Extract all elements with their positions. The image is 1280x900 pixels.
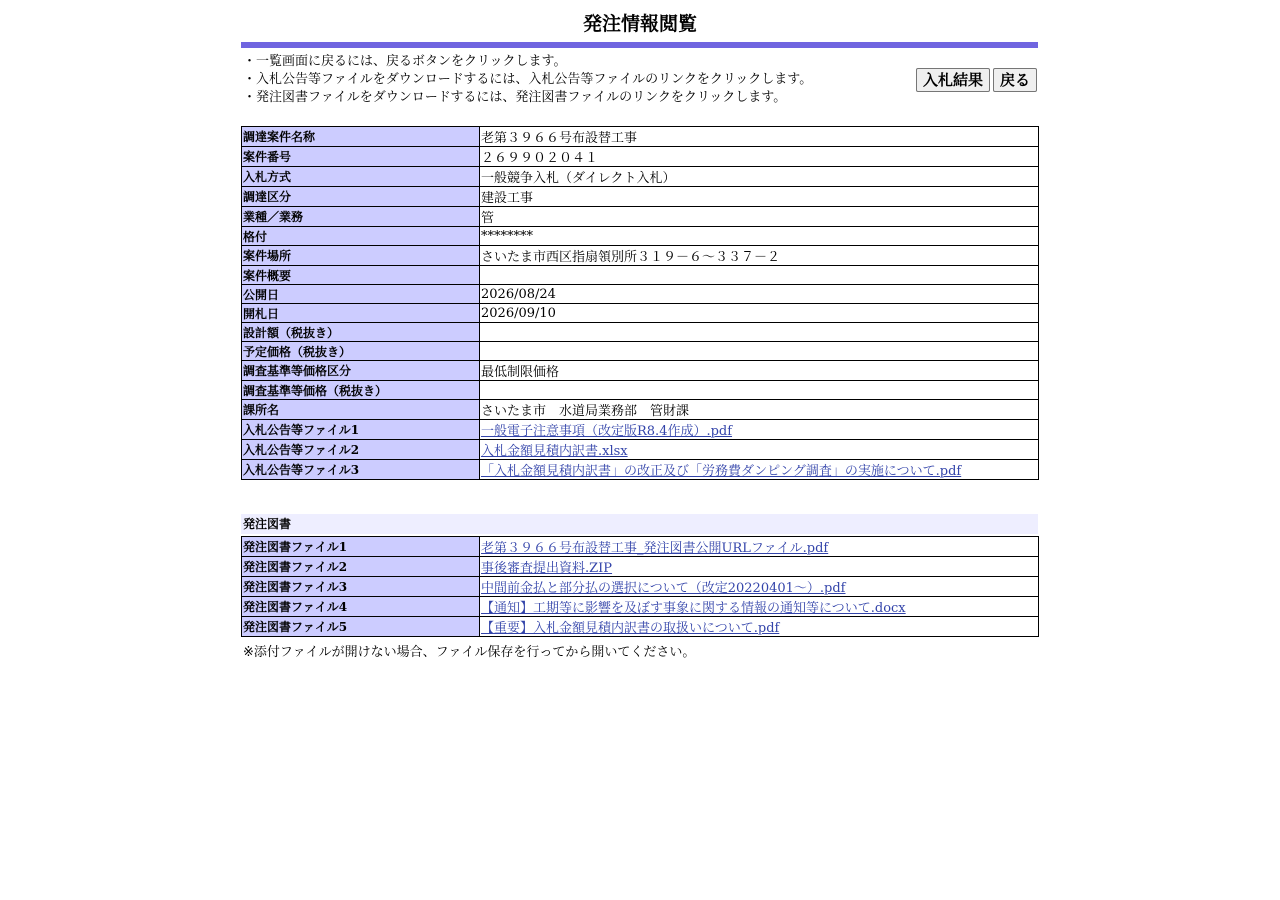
bid-notice-file-link[interactable]: 「入札金額見積内訳書」の改正及び「労務費ダンピング調査」の実施について.pdf [481, 464, 962, 479]
table-row [242, 246, 1039, 266]
field-label: 設計額（税抜き） [242, 323, 480, 342]
field-label: 公開日 [242, 285, 480, 304]
table-row [242, 537, 1039, 557]
field-label: 入札公告等ファイル1 [242, 420, 480, 440]
document-file-link[interactable]: 中間前金払と部分払の選択について（改定20220401～）.pdf [481, 581, 846, 596]
table-row [242, 127, 1039, 147]
bid-notice-file-link[interactable]: 一般電子注意事項（改定版R8.4作成）.pdf [481, 424, 733, 439]
page-title: 発注情報閲覧 [582, 13, 697, 35]
field-label: 入札公告等ファイル3 [242, 460, 480, 480]
field-label: 調達案件名称 [242, 127, 480, 147]
field-label: 入札公告等ファイル2 [242, 440, 480, 460]
field-value: さいたま市西区指扇領別所３１９－６～３３７－２ [480, 246, 1039, 266]
field-value: 2026/09/10 [480, 304, 1039, 323]
field-value: ******** [480, 227, 1039, 246]
field-value [480, 381, 1039, 400]
table-row [242, 187, 1039, 207]
field-value: ２６９９０２０４１ [480, 147, 1039, 167]
table-row [242, 227, 1039, 246]
table-row [242, 167, 1039, 187]
file-link-cell [480, 440, 1039, 460]
case-info-table [241, 126, 1039, 480]
table-row [242, 460, 1039, 480]
instructions [243, 53, 812, 107]
field-value [480, 323, 1039, 342]
field-label: 案件概要 [242, 266, 480, 285]
table-row [242, 304, 1039, 323]
field-label: 発注図書ファイル5 [242, 617, 480, 637]
instruction-line: ・入札公告等ファイルをダウンロードするには、入札公告等ファイルのリンクをクリックします。 [243, 72, 813, 87]
field-label: 開札日 [242, 304, 480, 323]
table-row [242, 207, 1039, 227]
file-link-cell [480, 460, 1039, 480]
field-label: 入札方式 [242, 167, 480, 187]
document-file-link[interactable]: 事後審査提出資料.ZIP [481, 561, 613, 576]
table-row [242, 400, 1039, 420]
table-row [242, 285, 1039, 304]
attachment-note: ※添付ファイルが開けない場合、ファイル保存を行ってから開いてください。 [243, 645, 696, 660]
documents-section-title: 発注図書 [241, 514, 1038, 534]
back-button[interactable]: 戻る [993, 68, 1037, 92]
table-row [242, 617, 1039, 637]
field-value: 2026/08/24 [480, 285, 1039, 304]
table-row [242, 361, 1039, 381]
field-label: 予定価格（税抜き） [242, 342, 480, 361]
file-link-cell [480, 557, 1039, 577]
action-buttons [916, 68, 1037, 92]
file-link-cell [480, 597, 1039, 617]
bid-result-button[interactable]: 入札結果 [916, 68, 990, 92]
file-link-cell [480, 577, 1039, 597]
table-row [242, 323, 1039, 342]
field-label: 発注図書ファイル4 [242, 597, 480, 617]
table-row [242, 147, 1039, 167]
field-label: 案件場所 [242, 246, 480, 266]
instruction-line: ・一覧画面に戻るには、戻るボタンをクリックします。 [243, 54, 567, 69]
instructions-area [241, 48, 1039, 126]
document-file-link[interactable]: 老第３９６６号布設替工事_発注図書公開URLファイル.pdf [481, 541, 829, 556]
field-value: 一般競争入札（ダイレクト入札） [480, 167, 1039, 187]
field-label: 調達区分 [242, 187, 480, 207]
file-link-cell [480, 617, 1039, 637]
table-row [242, 440, 1039, 460]
file-link-cell [480, 537, 1039, 557]
field-value: 管 [480, 207, 1039, 227]
field-label: 発注図書ファイル3 [242, 577, 480, 597]
document-file-link[interactable]: 【重要】入札金額見積内訳書の取扱いについて.pdf [481, 621, 780, 636]
field-label: 業種／業務 [242, 207, 480, 227]
field-value: さいたま市 水道局業務部 管財課 [480, 400, 1039, 420]
field-label: 調査基準等価格区分 [242, 361, 480, 381]
table-row [242, 381, 1039, 400]
table-row [242, 597, 1039, 617]
field-label: 発注図書ファイル2 [242, 557, 480, 577]
document-file-link[interactable]: 【通知】工期等に影響を及ぼす事象に関する情報の通知等について.docx [481, 601, 906, 616]
field-value: 建設工事 [480, 187, 1039, 207]
field-label: 調査基準等価格（税抜き） [242, 381, 480, 400]
field-value: 最低制限価格 [480, 361, 1039, 381]
field-label: 発注図書ファイル1 [242, 537, 480, 557]
table-row [242, 577, 1039, 597]
file-link-cell [480, 420, 1039, 440]
field-label: 格付 [242, 227, 480, 246]
bid-notice-file-link[interactable]: 入札金額見積内訳書.xlsx [481, 444, 628, 459]
table-row [242, 266, 1039, 285]
table-row [242, 557, 1039, 577]
field-value: 老第３９６６号布設替工事 [480, 127, 1039, 147]
field-label: 案件番号 [242, 147, 480, 167]
instruction-line: ・発注図書ファイルをダウンロードするには、発注図書ファイルのリンクをクリックします。 [243, 90, 787, 105]
field-value [480, 266, 1039, 285]
field-value [480, 342, 1039, 361]
table-row [242, 342, 1039, 361]
field-label: 課所名 [242, 400, 480, 420]
main-container [241, 0, 1039, 660]
table-row [242, 420, 1039, 440]
documents-table [241, 536, 1039, 637]
